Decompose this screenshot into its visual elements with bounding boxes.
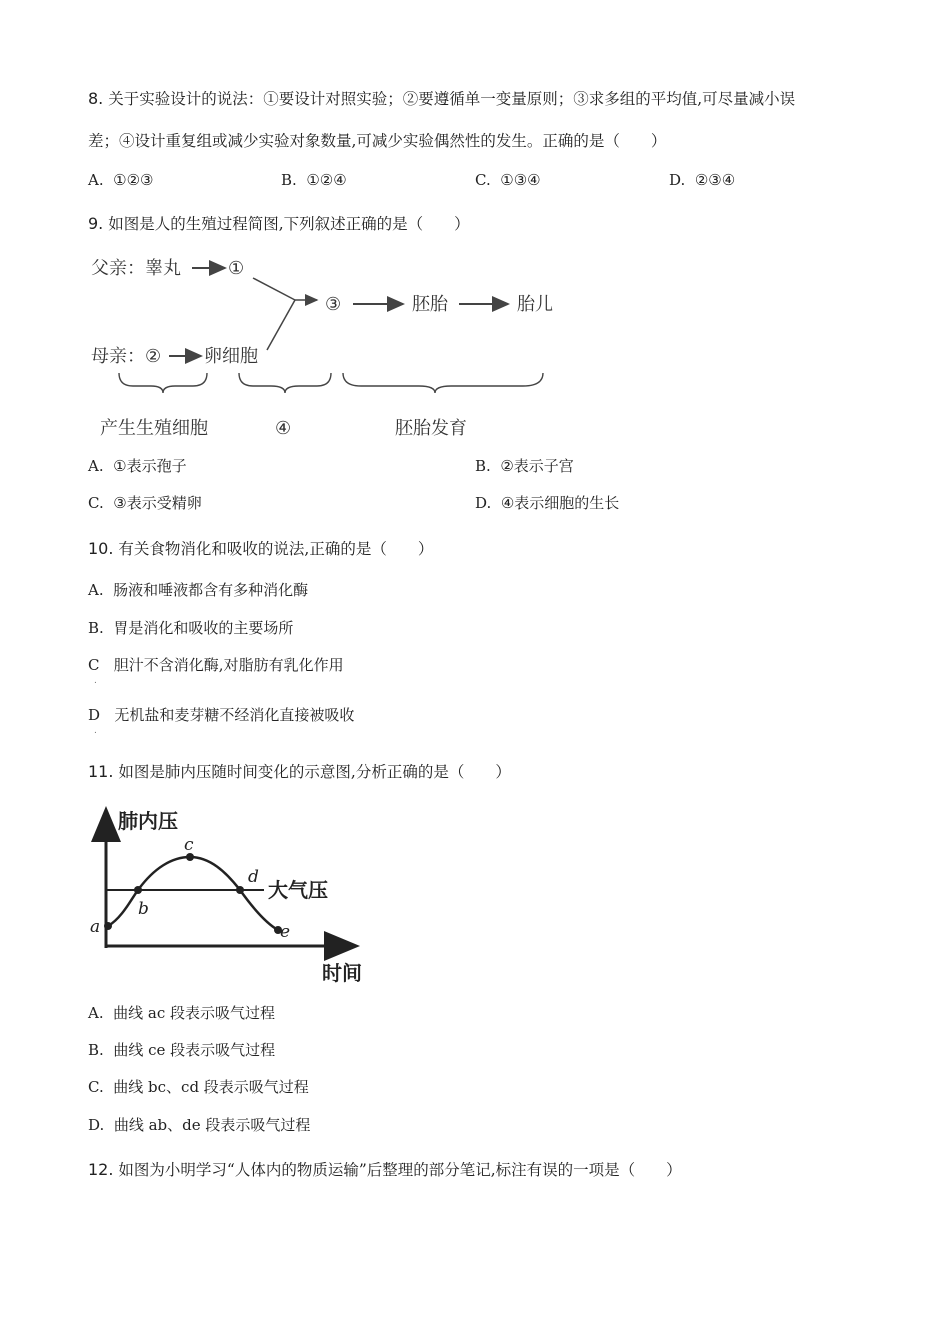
question-number: 12. (88, 1160, 114, 1179)
q8-option-d[interactable]: D. ②③④ (669, 171, 736, 189)
mark-1: ① (228, 258, 245, 279)
mother-label: 母亲： (91, 346, 145, 367)
q8-option-b[interactable]: B. ①②④ (281, 171, 347, 189)
brace-3 (343, 373, 543, 393)
question-number: 10. (88, 539, 114, 558)
question-9-stem: 9. 如图是人的生殖过程简图,下列叙述正确的是（ ） (88, 214, 470, 233)
embryo-label: 胚胎 (412, 294, 448, 315)
father-label: 父亲：睾丸 (91, 258, 181, 279)
q11-option-b[interactable]: B. 曲线 ce 段表示吸气过程 (88, 1041, 276, 1059)
question-number: 9. (88, 214, 104, 233)
stray-dot: . (94, 726, 97, 736)
q9-option-b[interactable]: B. ②表示子宫 (475, 457, 574, 475)
question-8-stem-line2: 差；④设计重复组或减少实验对象数量,可减少实验偶然性的发生。正确的是（ ） (88, 132, 667, 150)
mark-2: ② (145, 346, 162, 367)
point-c-label: c (184, 835, 194, 855)
point-a (104, 922, 112, 930)
question-number: 11. (88, 762, 114, 781)
brace-2-label: ④ (275, 418, 292, 439)
brace-1-label: 产生生殖细胞 (100, 418, 208, 439)
q10-option-d[interactable]: D 无机盐和麦芽糖不经消化直接被吸收 (88, 706, 355, 724)
lung-pressure-graph (88, 800, 378, 990)
q8-option-a[interactable]: A. ①②③ (88, 171, 154, 189)
q8-option-c[interactable]: C. ①③④ (475, 171, 541, 189)
point-b (134, 886, 142, 894)
atmospheric-label: 大气压 (268, 878, 328, 902)
question-number: 8. (88, 89, 104, 108)
q11-option-a[interactable]: A. 曲线 ac 段表示吸气过程 (88, 1004, 276, 1022)
x-axis-label: 时间 (322, 961, 362, 985)
q10-option-b[interactable]: B. 胃是消化和吸收的主要场所 (88, 619, 294, 637)
brace-2 (239, 373, 331, 393)
question-10-stem: 10. 有关食物消化和吸收的说法,正确的是（ ） (88, 539, 434, 558)
question-8-stem-line1: 8. 关于实验设计的说法：①要设计对照实验；②要遵循单一变量原则；③求多组的平均值,可尽量减小误 (88, 89, 796, 108)
brace-3-label: 胚胎发育 (395, 418, 467, 439)
question-12-stem: 12. 如图为小明学习“人体内的物质运输”后整理的部分笔记,标注有误的一项是（ ） (88, 1160, 682, 1179)
q9-option-d[interactable]: D. ④表示细胞的生长 (475, 494, 620, 512)
q9-option-c[interactable]: C. ③表示受精卵 (88, 494, 202, 512)
q11-option-c[interactable]: C. 曲线 bc、cd 段表示吸气过程 (88, 1078, 309, 1096)
y-axis-label: 肺内压 (118, 809, 178, 833)
stray-dot: . (94, 676, 97, 686)
egg-cell-label: 卵细胞 (204, 346, 258, 367)
q10-option-a[interactable]: A. 肠液和唾液都含有多种消化酶 (88, 581, 309, 599)
mark-3: ③ (325, 294, 342, 315)
q11-option-d[interactable]: D. 曲线 ab、de 段表示吸气过程 (88, 1116, 311, 1134)
point-e-label: e (280, 922, 291, 942)
point-a-label: a (90, 917, 101, 937)
reproduction-diagram (85, 250, 565, 445)
question-11-stem: 11. 如图是肺内压随时间变化的示意图,分析正确的是（ ） (88, 762, 511, 781)
point-d-label: d (248, 867, 259, 887)
point-b-label: b (138, 899, 149, 919)
q10-option-c[interactable]: C 胆汁不含消化酶,对脂肪有乳化作用 (88, 656, 344, 674)
q9-option-a[interactable]: A. ①表示孢子 (88, 457, 187, 475)
fetus-label: 胎儿 (517, 294, 553, 315)
point-d (236, 886, 244, 894)
brace-1 (119, 373, 207, 393)
